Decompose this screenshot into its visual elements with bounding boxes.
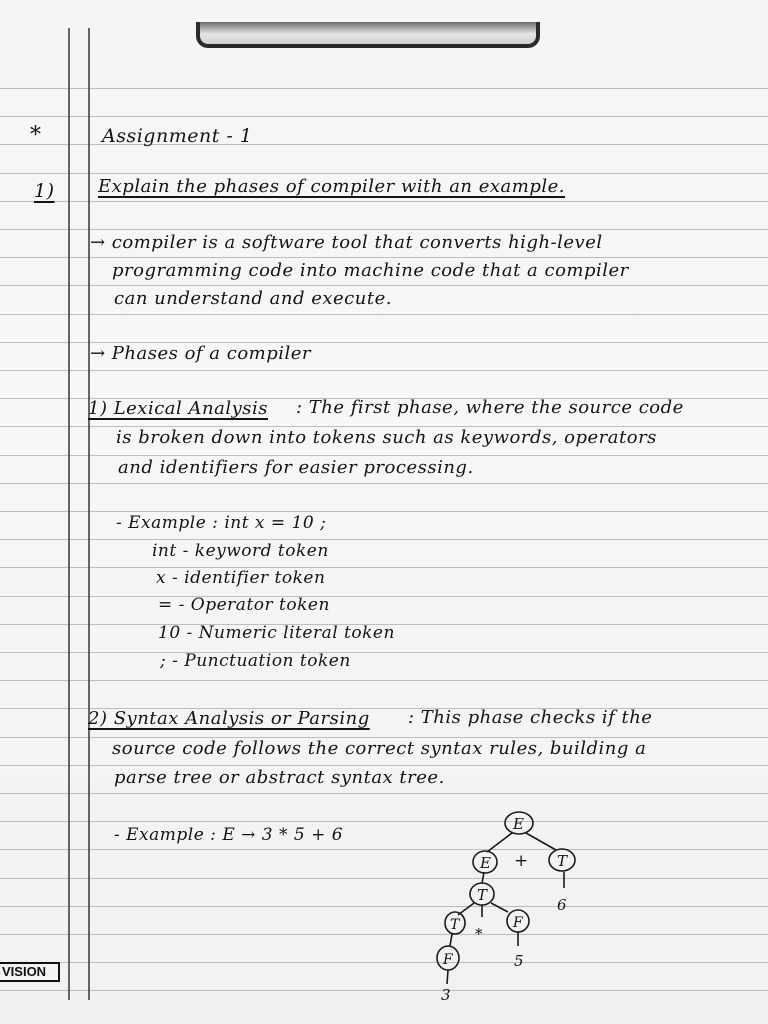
syntax-line-3: parse tree or abstract syntax tree. [114, 767, 445, 788]
token-row: x - identifier token [156, 568, 326, 588]
token-row: = - Operator token [158, 595, 330, 615]
tree-label-star: * [475, 925, 483, 943]
tree-label-root: E [513, 815, 524, 833]
tree-label-low-leaf: 3 [441, 986, 451, 1004]
tree-edge [447, 970, 448, 984]
assignment-title: Assignment - 1 [102, 125, 253, 147]
tree-label-plus: + [514, 851, 529, 871]
tree-label-mid: T [477, 886, 488, 904]
syntax-heading: 2) Syntax Analysis or Parsing [88, 708, 370, 729]
brand-stamp: VISION [0, 962, 60, 982]
tree-label-mid-right-leaf: 5 [514, 952, 524, 970]
lexical-heading: 1) Lexical Analysis [88, 398, 268, 419]
syntax-example-label: - Example : E → 3 * 5 + 6 [114, 825, 344, 845]
lexical-example-label: - Example : int x = 10 ; [116, 513, 327, 533]
tree-label-mid-left: T [450, 917, 460, 933]
tree-label-right: T [557, 852, 568, 870]
lexical-line-2: is broken down into tokens such as keywords, operators [116, 427, 657, 448]
token-row: 10 - Numeric literal token [158, 623, 395, 643]
tree-label-right-leaf: 6 [557, 896, 567, 914]
tree-label-left: E [480, 854, 491, 872]
syntax-line-2: source code follows the correct syntax rules, building a [112, 738, 647, 759]
tree-label-low: F [443, 952, 453, 968]
phases-heading: → Phases of a compiler [90, 343, 312, 364]
question-number: 1) [34, 180, 55, 202]
question-text: Explain the phases of compiler with an example. [98, 176, 566, 197]
definition-line-2: programming code into machine code that a compiler [112, 260, 629, 281]
syntax-line-1: : This phase checks if the [408, 707, 653, 728]
token-row: ; - Punctuation token [160, 651, 351, 671]
header-bullet: * [30, 123, 42, 148]
tree-edge [450, 934, 452, 946]
tree-edge [491, 903, 508, 912]
lexical-line-1: : The first phase, where the source code [296, 397, 684, 418]
definition-line-1: → compiler is a software tool that converts high-level [90, 232, 603, 253]
definition-line-3: can understand and execute. [114, 288, 392, 309]
lexical-line-3: and identifiers for easier processing. [118, 457, 474, 478]
tree-label-mid-right: F [513, 915, 523, 931]
tree-edge [487, 833, 512, 852]
token-row: int - keyword token [152, 541, 329, 561]
tree-edge [526, 833, 556, 850]
